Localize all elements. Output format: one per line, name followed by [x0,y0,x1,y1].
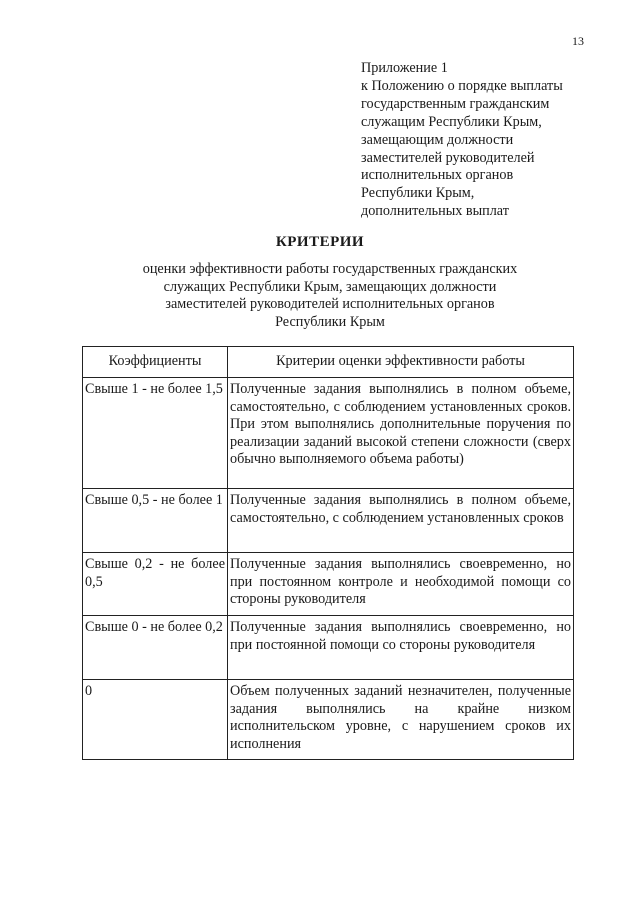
subtitle-line: оценки эффективности работы государственных гражданских [142,261,518,277]
appendix-line: исполнительных органов [361,167,514,184]
coefficient-cell: Свыше 0 - не более 0,2 [83,616,228,680]
table-row [83,680,574,760]
header-coefficients: Коэффициенты [83,347,228,378]
document-subtitle [80,261,580,331]
appendix-line: государственным гражданским [361,95,550,112]
table-row [83,616,574,680]
coefficient-cell: 0 [83,680,228,760]
criteria-cell: Полученные задания выполнялись в полном объеме, самостоятельно, с соблюдением установленных сроков [228,489,574,553]
criteria-cell: Полученные задания выполнялись своевременно, но при постоянной помощи со стороны руководителя [228,616,574,680]
appendix-line: служащим Республики Крым, [361,113,542,130]
appendix-line: Республики Крым, [361,185,475,202]
table-header-row [83,347,574,378]
page-number: 13 [572,34,584,48]
criteria-cell: Полученные задания выполнялись своевременно, но при постоянном контроле и необходимой помощи со стороны руководителя [228,553,574,616]
header-criteria: Критерии оценки эффективности работы [228,347,574,378]
appendix-line: дополнительных выплат [361,203,509,220]
criteria-cell: Объем полученных заданий незначителен, полученные задания выполнялись на крайне низком исполнительском уровне, с нарушением сроков их исполнения [228,680,574,760]
appendix-reference [361,60,601,221]
criteria-cell: Полученные задания выполнялись в полном объеме, самостоятельно, с соблюдением установленных сроков. При этом выполнялись дополнительные поручения по реализации заданий высокой степени сложности (сверх обычно выполняемого объема работы) [228,378,574,489]
subtitle-line: служащих Республики Крым, замещающих должности [163,278,497,295]
appendix-line: заместителей руководителей [361,149,535,166]
appendix-line: Приложение 1 [361,60,448,76]
subtitle-line: заместителей руководителей исполнительных органов [165,296,495,312]
appendix-line: замещающим должности [361,131,514,148]
table-row [83,553,574,616]
coefficient-cell: Свыше 1 - не более 1,5 [83,378,228,489]
subtitle-line: Республики Крым [275,313,385,330]
table-row [83,489,574,553]
coefficient-cell: Свыше 0,2 - не более 0,5 [83,553,228,616]
table-row [83,378,574,489]
appendix-line: к Положению о порядке выплаты [361,77,563,94]
criteria-table [82,346,574,760]
coefficient-cell: Свыше 0,5 - не более 1 [83,489,228,553]
document-title: КРИТЕРИИ [275,234,365,250]
